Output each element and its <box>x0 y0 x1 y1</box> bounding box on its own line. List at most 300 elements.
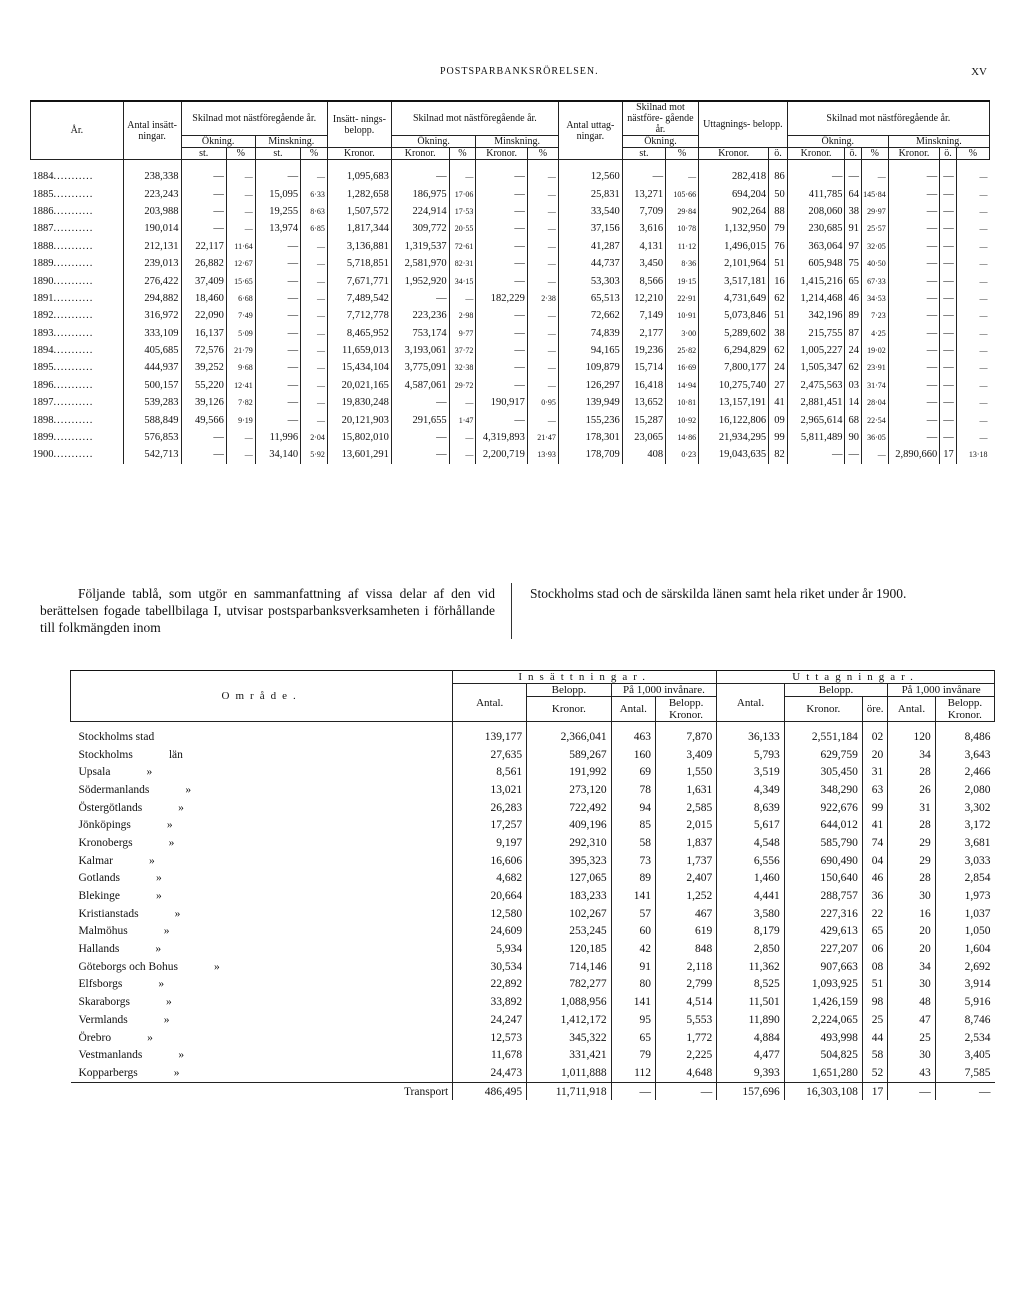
table-row <box>31 446 990 463</box>
cell-ub-ok-kr: 342,196 <box>787 307 845 324</box>
col-i-per-1000: På 1,000 invånare. <box>611 684 717 697</box>
area-cell: Stockholms stad <box>78 730 155 743</box>
table-row <box>71 834 995 852</box>
cell-b-ok-kr: 291,655 <box>391 411 449 428</box>
table-row <box>31 411 990 428</box>
unit-pct: % <box>301 148 328 160</box>
table-row <box>71 799 995 817</box>
cell-min-st: — <box>255 342 300 359</box>
cell-ub-ok-ore: 75 <box>845 255 861 272</box>
cell-i-antal: 9,197 <box>453 834 527 852</box>
cell-ub-ok-kr: 215,755 <box>787 325 845 342</box>
cell-u-antal: 6,556 <box>717 852 785 870</box>
cell-ok-st: — <box>181 203 226 220</box>
cell-u-p-belopp: 2,534 <box>935 1029 994 1047</box>
cell-ub-min-kr: 2,890,660 <box>888 446 940 463</box>
table-row <box>71 722 995 746</box>
cell-u-belopp-kr: 21,934,295 <box>699 429 769 446</box>
cell-b-ok-kr: 3,193,061 <box>391 342 449 359</box>
cell-ub-min-pct: — <box>956 377 989 394</box>
cell-b-min-pct: — <box>527 238 558 255</box>
transport-i-p-belopp: — <box>655 1082 716 1100</box>
cell-b-ok-pct: 32·38 <box>449 359 476 376</box>
cell-u-ok-st: 7,709 <box>622 203 665 220</box>
cell-min-st: — <box>255 307 300 324</box>
cell-ub-ok-kr: 2,475,563 <box>787 377 845 394</box>
cell-ub-ok-kr: 1,415,216 <box>787 272 845 289</box>
cell-u-p-belopp: 2,854 <box>935 870 994 888</box>
cell-min-st: — <box>255 359 300 376</box>
cell-ub-ok-ore: 46 <box>845 290 861 307</box>
cell-belopp: 1,817,344 <box>327 220 391 237</box>
unit-st: st. <box>255 148 300 160</box>
cell-b-ok-pct: — <box>449 394 476 411</box>
cell-u-antal: 1,460 <box>717 870 785 888</box>
cell-ub-ok-pct: 4·25 <box>861 325 888 342</box>
cell-ub-min-ore: — <box>940 359 956 376</box>
cell-ub-min-kr: — <box>888 342 940 359</box>
cell-u-ore: 58 <box>862 1046 887 1064</box>
cell-ub-ok-ore: 65 <box>845 272 861 289</box>
cell-min-st: 13,974 <box>255 220 300 237</box>
table-row <box>71 1011 995 1029</box>
cell-u-p-belopp: 7,585 <box>935 1064 994 1082</box>
cell-i-antal: 27,635 <box>453 746 527 764</box>
table-row <box>71 958 995 976</box>
cell-b-min-kr: — <box>476 342 528 359</box>
cell-u-antal: 11,890 <box>717 1011 785 1029</box>
cell-ub-ok-pct: 29·97 <box>861 203 888 220</box>
transport-i-belopp: 11,711,918 <box>527 1082 611 1100</box>
cell-i-antal: 5,934 <box>453 940 527 958</box>
cell-u-belopp-kr: 694,204 <box>699 185 769 202</box>
cell-i-belopp: 1,088,956 <box>527 993 611 1011</box>
cell-u-ore: 20 <box>862 746 887 764</box>
cell-antal: 203,988 <box>123 203 181 220</box>
cell-min-pct: 6·33 <box>301 185 328 202</box>
cell-i-p-belopp: 2,407 <box>655 870 716 888</box>
table-row <box>71 746 995 764</box>
cell-u-antal: 9,393 <box>717 1064 785 1082</box>
col-i-belopp: Belopp. <box>527 684 611 697</box>
cell-ub-min-pct: — <box>956 185 989 202</box>
table-row <box>31 342 990 359</box>
cell-ub-ok-pct: 28·04 <box>861 394 888 411</box>
cell-ok-pct: — <box>226 203 255 220</box>
cell-min-st: — <box>255 160 300 186</box>
cell-u-belopp-ore: 62 <box>769 342 788 359</box>
col-u-antal: Antal. <box>717 684 785 722</box>
unit-st: st. <box>622 148 665 160</box>
year-cell: 1891........... <box>32 292 94 304</box>
cell-i-antal: 16,606 <box>453 852 527 870</box>
table-row <box>71 923 995 941</box>
cell-belopp: 15,802,010 <box>327 429 391 446</box>
cell-i-antal: 11,678 <box>453 1046 527 1064</box>
cell-u-antal: 8,639 <box>717 799 785 817</box>
cell-i-p-antal: 91 <box>611 958 655 976</box>
cell-i-belopp: 331,421 <box>527 1046 611 1064</box>
col-u-belopp: Belopp. <box>784 684 887 697</box>
cell-min-pct: — <box>301 255 328 272</box>
cell-u-kr: 305,450 <box>784 763 862 781</box>
transport-i-antal: 486,495 <box>453 1082 527 1100</box>
cell-antal: 190,014 <box>123 220 181 237</box>
cell-belopp: 1,282,658 <box>327 185 391 202</box>
cell-ub-min-ore: — <box>940 290 956 307</box>
cell-u-kr: 907,663 <box>784 958 862 976</box>
cell-ub-ok-pct: 34·53 <box>861 290 888 307</box>
cell-ub-ok-kr: 2,965,614 <box>787 411 845 428</box>
cell-u-antal: 4,477 <box>717 1046 785 1064</box>
unit-pct: % <box>226 148 255 160</box>
cell-u-ore: 51 <box>862 976 887 994</box>
table-row <box>71 852 995 870</box>
cell-i-antal: 12,580 <box>453 905 527 923</box>
cell-i-p-antal: 79 <box>611 1046 655 1064</box>
cell-u-belopp-kr: 7,800,177 <box>699 359 769 376</box>
cell-u-ok-pct: — <box>666 160 699 186</box>
cell-b-ok-kr: 3,775,091 <box>391 359 449 376</box>
cell-u-antal: 4,548 <box>717 834 785 852</box>
cell-i-antal: 22,892 <box>453 976 527 994</box>
unit-kronor: Kronor. <box>527 697 611 722</box>
cell-ub-min-ore: — <box>940 220 956 237</box>
cell-u-p-belopp: 1,037 <box>935 905 994 923</box>
cell-u-ok-st: 13,652 <box>622 394 665 411</box>
area-cell: Gotlands » <box>78 872 162 885</box>
unit-pct: % <box>449 148 476 160</box>
year-cell: 1898........... <box>32 414 94 426</box>
cell-u-kr: 288,757 <box>784 887 862 905</box>
cell-belopp: 7,489,542 <box>327 290 391 307</box>
col-minskning: Minskning. <box>476 136 559 148</box>
cell-i-antal: 20,664 <box>453 887 527 905</box>
cell-u-p-belopp: 3,643 <box>935 746 994 764</box>
col-uttagningar: Uttagningar. <box>717 671 995 684</box>
cell-u-ok-st: 16,418 <box>622 377 665 394</box>
cell-u-p-belopp: 1,050 <box>935 923 994 941</box>
cell-min-st: — <box>255 377 300 394</box>
cell-u-belopp-ore: 51 <box>769 307 788 324</box>
cell-ub-min-ore: — <box>940 255 956 272</box>
area-cell: Kronobergs » <box>78 836 175 849</box>
cell-i-p-belopp: 2,225 <box>655 1046 716 1064</box>
cell-i-p-antal: 78 <box>611 781 655 799</box>
cell-u-belopp-ore: 27 <box>769 377 788 394</box>
cell-ub-ok-ore: 97 <box>845 238 861 255</box>
cell-b-min-kr: 2,200,719 <box>476 446 528 463</box>
cell-u-p-antal: 25 <box>888 1029 936 1047</box>
cell-ub-min-pct: — <box>956 359 989 376</box>
cell-i-p-belopp: 848 <box>655 940 716 958</box>
cell-ub-min-pct: — <box>956 255 989 272</box>
cell-b-ok-kr: — <box>391 446 449 463</box>
cell-u-ore: 44 <box>862 1029 887 1047</box>
cell-ub-ok-pct: 31·74 <box>861 377 888 394</box>
unit-kronor: Kronor. <box>787 148 845 160</box>
cell-utt-antal: 94,165 <box>558 342 622 359</box>
cell-u-kr: 429,613 <box>784 923 862 941</box>
cell-u-p-antal: 26 <box>888 781 936 799</box>
cell-i-belopp: 1,412,172 <box>527 1011 611 1029</box>
cell-i-belopp: 273,120 <box>527 781 611 799</box>
col-skilnad-antal: Skilnad mot nästföregående år. <box>181 101 327 136</box>
cell-u-ok-st: 13,271 <box>622 185 665 202</box>
cell-utt-antal: 33,540 <box>558 203 622 220</box>
cell-ub-min-kr: — <box>888 160 940 186</box>
cell-ok-st: — <box>181 185 226 202</box>
year-cell: 1888........... <box>32 240 94 252</box>
cell-ub-min-pct: — <box>956 429 989 446</box>
area-cell: Hallands » <box>78 943 162 956</box>
cell-u-kr: 629,759 <box>784 746 862 764</box>
cell-u-kr: 504,825 <box>784 1046 862 1064</box>
cell-i-antal: 4,682 <box>453 870 527 888</box>
cell-u-belopp-ore: 16 <box>769 272 788 289</box>
unit-ore: ö. <box>845 148 861 160</box>
cell-belopp: 1,507,572 <box>327 203 391 220</box>
cell-antal: 294,882 <box>123 290 181 307</box>
cell-b-min-pct: — <box>527 307 558 324</box>
col-insattningsbelopp: Insätt- nings- belopp. <box>327 101 391 148</box>
cell-ub-min-ore: — <box>940 377 956 394</box>
cell-min-pct: 8·63 <box>301 203 328 220</box>
col-skilnad-uttagbelopp: Skilnad mot nästföregående år. <box>787 101 989 136</box>
cell-utt-antal: 41,287 <box>558 238 622 255</box>
cell-ub-min-ore: — <box>940 272 956 289</box>
cell-ub-min-kr: — <box>888 325 940 342</box>
cell-u-p-antal: 43 <box>888 1064 936 1082</box>
cell-ub-ok-ore: — <box>845 160 861 186</box>
cell-u-ore: 63 <box>862 781 887 799</box>
cell-u-kr: 227,316 <box>784 905 862 923</box>
cell-u-p-belopp: 3,681 <box>935 834 994 852</box>
cell-ub-min-kr: — <box>888 377 940 394</box>
cell-ub-min-pct: — <box>956 160 989 186</box>
cell-u-kr: 922,676 <box>784 799 862 817</box>
cell-b-min-kr: — <box>476 255 528 272</box>
cell-b-min-pct: — <box>527 160 558 186</box>
unit-pct: % <box>861 148 888 160</box>
cell-u-ok-pct: 10·91 <box>666 307 699 324</box>
cell-ub-ok-pct: 145·84 <box>861 185 888 202</box>
cell-ok-pct: 7·82 <box>226 394 255 411</box>
cell-antal: 223,243 <box>123 185 181 202</box>
cell-utt-antal: 155,236 <box>558 411 622 428</box>
cell-i-p-antal: 95 <box>611 1011 655 1029</box>
cell-b-ok-pct: — <box>449 160 476 186</box>
table-row <box>71 1029 995 1047</box>
cell-antal: 405,685 <box>123 342 181 359</box>
area-cell: Malmöhus » <box>78 925 170 938</box>
cell-i-p-belopp: 2,015 <box>655 816 716 834</box>
cell-i-belopp: 409,196 <box>527 816 611 834</box>
cell-ok-pct: 12·41 <box>226 377 255 394</box>
year-cell: 1897........... <box>32 397 94 409</box>
cell-utt-antal: 37,156 <box>558 220 622 237</box>
cell-ub-ok-kr: 208,060 <box>787 203 845 220</box>
cell-i-antal: 33,892 <box>453 993 527 1011</box>
cell-u-p-antal: 28 <box>888 870 936 888</box>
cell-u-antal: 4,349 <box>717 781 785 799</box>
cell-u-ok-pct: 10·81 <box>666 394 699 411</box>
cell-u-antal: 2,850 <box>717 940 785 958</box>
cell-belopp: 13,601,291 <box>327 446 391 463</box>
cell-u-kr: 2,224,065 <box>784 1011 862 1029</box>
cell-ub-min-ore: — <box>940 429 956 446</box>
cell-b-min-pct: 2·38 <box>527 290 558 307</box>
cell-i-p-antal: 42 <box>611 940 655 958</box>
cell-utt-antal: 44,737 <box>558 255 622 272</box>
cell-u-kr: 2,551,184 <box>784 722 862 746</box>
area-cell: Östergötlands » <box>78 801 184 814</box>
cell-i-belopp: 782,277 <box>527 976 611 994</box>
unit-st: st. <box>181 148 226 160</box>
cell-ok-pct: 9·19 <box>226 411 255 428</box>
year-cell: 1894........... <box>32 345 94 357</box>
unit-kronor: Kronor. <box>327 148 391 160</box>
cell-b-min-kr: — <box>476 272 528 289</box>
cell-i-p-antal: 73 <box>611 852 655 870</box>
cell-b-ok-pct: 82·31 <box>449 255 476 272</box>
table-row <box>31 377 990 394</box>
cell-ok-pct: 7·49 <box>226 307 255 324</box>
cell-ub-min-pct: — <box>956 325 989 342</box>
col-omrade: Område. <box>71 671 453 722</box>
cell-ub-ok-pct: 22·54 <box>861 411 888 428</box>
year-cell: 1900........... <box>32 449 94 461</box>
cell-u-antal: 36,133 <box>717 722 785 746</box>
col-i-antal: Antal. <box>453 684 527 722</box>
cell-belopp: 15,434,104 <box>327 359 391 376</box>
cell-min-pct: — <box>301 342 328 359</box>
cell-utt-antal: 74,839 <box>558 325 622 342</box>
cell-ok-st: 18,460 <box>181 290 226 307</box>
cell-b-ok-kr: 309,772 <box>391 220 449 237</box>
cell-u-p-antal: 31 <box>888 799 936 817</box>
unit-pct: % <box>527 148 558 160</box>
cell-ub-ok-pct: 40·50 <box>861 255 888 272</box>
page-header <box>0 66 1024 84</box>
cell-b-min-kr: — <box>476 238 528 255</box>
cell-i-antal: 24,473 <box>453 1064 527 1082</box>
cell-i-p-antal: 60 <box>611 923 655 941</box>
cell-b-ok-pct: — <box>449 429 476 446</box>
cell-i-belopp: 345,322 <box>527 1029 611 1047</box>
cell-i-belopp: 253,245 <box>527 923 611 941</box>
cell-ub-ok-ore: 64 <box>845 185 861 202</box>
cell-u-ok-st: 15,714 <box>622 359 665 376</box>
cell-u-p-antal: 29 <box>888 852 936 870</box>
unit-antal: Antal. <box>611 697 655 722</box>
cell-u-antal: 3,580 <box>717 905 785 923</box>
cell-antal: 444,937 <box>123 359 181 376</box>
cell-min-pct: — <box>301 394 328 411</box>
cell-min-pct: — <box>301 307 328 324</box>
cell-b-min-kr: — <box>476 411 528 428</box>
cell-u-antal: 4,884 <box>717 1029 785 1047</box>
cell-ub-ok-ore: 38 <box>845 203 861 220</box>
cell-ub-min-pct: — <box>956 307 989 324</box>
cell-u-antal: 4,441 <box>717 887 785 905</box>
cell-u-antal: 11,362 <box>717 958 785 976</box>
unit-kronor: Kronor. <box>476 148 528 160</box>
cell-u-p-belopp: 3,302 <box>935 799 994 817</box>
cell-u-ok-pct: 8·36 <box>666 255 699 272</box>
area-cell: Vermlands » <box>78 1013 170 1026</box>
cell-u-kr: 1,426,159 <box>784 993 862 1011</box>
table-row <box>31 359 990 376</box>
transport-u-p-antal: — <box>888 1082 936 1100</box>
cell-ub-min-kr: — <box>888 272 940 289</box>
transport-u-antal: 157,696 <box>717 1082 785 1100</box>
cell-u-ok-pct: 19·15 <box>666 272 699 289</box>
cell-min-st: — <box>255 272 300 289</box>
cell-i-p-belopp: 1,772 <box>655 1029 716 1047</box>
unit-kronor: Kronor. <box>784 697 862 722</box>
table-row <box>31 272 990 289</box>
cell-i-antal: 12,573 <box>453 1029 527 1047</box>
cell-ok-st: 22,090 <box>181 307 226 324</box>
transport-u-p-belopp: — <box>935 1082 994 1100</box>
cell-ub-ok-pct: 19·02 <box>861 342 888 359</box>
cell-ok-st: 39,126 <box>181 394 226 411</box>
cell-ub-min-pct: 13·18 <box>956 446 989 463</box>
cell-antal: 238,338 <box>123 160 181 186</box>
cell-b-min-pct: — <box>527 220 558 237</box>
cell-utt-antal: 65,513 <box>558 290 622 307</box>
cell-ub-ok-pct: 7·23 <box>861 307 888 324</box>
col-minskning: Minskning. <box>888 136 989 148</box>
cell-u-p-belopp: 2,080 <box>935 781 994 799</box>
cell-i-antal: 24,609 <box>453 923 527 941</box>
cell-min-st: — <box>255 411 300 428</box>
cell-b-ok-kr: — <box>391 394 449 411</box>
cell-b-min-pct: — <box>527 185 558 202</box>
cell-b-min-kr: — <box>476 307 528 324</box>
col-antal-uttagningar: Antal uttag- ningar. <box>558 101 622 160</box>
cell-ub-min-pct: — <box>956 203 989 220</box>
cell-ub-ok-ore: 91 <box>845 220 861 237</box>
cell-i-p-belopp: 1,737 <box>655 852 716 870</box>
cell-utt-antal: 25,831 <box>558 185 622 202</box>
cell-ub-min-ore: — <box>940 238 956 255</box>
cell-antal: 212,131 <box>123 238 181 255</box>
cell-ok-st: — <box>181 220 226 237</box>
cell-min-st: 11,996 <box>255 429 300 446</box>
area-cell: Kalmar » <box>78 854 155 867</box>
unit-ore: öre. <box>862 697 887 722</box>
regional-summary-table <box>70 670 995 1100</box>
transport-label: Transport <box>71 1082 453 1100</box>
table-row <box>71 940 995 958</box>
unit-belopp-kronor: Belopp. Kronor. <box>935 697 994 722</box>
cell-b-ok-pct: 9·77 <box>449 325 476 342</box>
cell-ok-st: 22,117 <box>181 238 226 255</box>
cell-ub-ok-ore: 24 <box>845 342 861 359</box>
cell-u-belopp-kr: 282,418 <box>699 160 769 186</box>
cell-b-ok-kr: — <box>391 160 449 186</box>
cell-utt-antal: 178,709 <box>558 446 622 463</box>
cell-ub-ok-pct: 36·05 <box>861 429 888 446</box>
cell-min-pct: — <box>301 377 328 394</box>
table-row <box>71 781 995 799</box>
area-cell: Upsala » <box>78 766 153 779</box>
cell-antal: 333,109 <box>123 325 181 342</box>
col-okning: Ökning. <box>181 136 255 148</box>
cell-b-ok-pct: 2·98 <box>449 307 476 324</box>
